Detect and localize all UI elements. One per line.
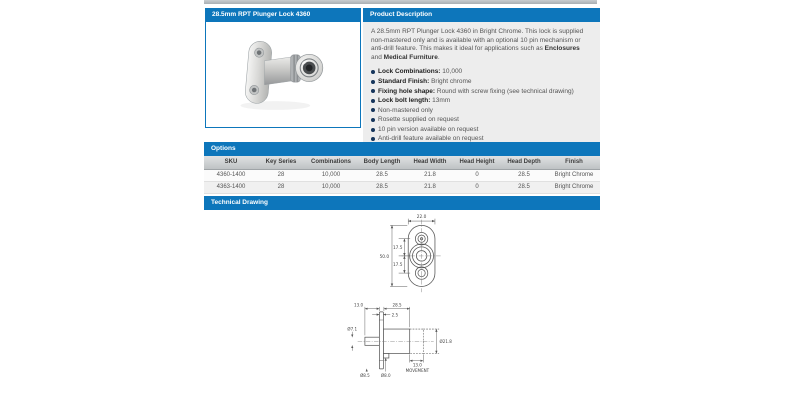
intro-bold-medical: Medical Furniture	[383, 53, 438, 61]
bullet-icon	[371, 128, 375, 132]
description-bullet-list	[371, 67, 592, 153]
dim-bolt-diameter: Ø7.1	[347, 326, 358, 332]
cell-sku: 4363-1400	[204, 181, 258, 193]
dim-flange-hole-diameter: Ø8.5	[360, 373, 370, 378]
intro-text: A 28.5mm RPT Plunger Lock 4360 in Bright Chrome. This lock is supplied non-mastered only and is available with an optional 10 pin mechanism or anti-drill feature. This makes it ideal for applications such as	[371, 28, 584, 53]
bullet-icon	[371, 137, 375, 141]
product-image-frame	[205, 22, 361, 128]
col-head-width: Head Width	[406, 156, 454, 169]
col-finish: Finish	[548, 156, 600, 169]
table-row	[204, 169, 600, 181]
cell-head-width: 21.8	[406, 181, 454, 193]
technical-drawing-header	[204, 196, 600, 210]
intro-end: .	[437, 53, 440, 61]
product-photo-lock	[223, 30, 343, 120]
dim-flange-width: 22.0	[416, 215, 426, 221]
cell-body-length: 28.5	[358, 169, 406, 181]
bullet-text: Non-mastered only	[378, 106, 433, 114]
intro-mid: and	[371, 53, 384, 61]
dim-flange-thickness: 2.5	[391, 312, 399, 318]
cell-sku: 4360-1400	[204, 169, 258, 181]
options-section	[204, 142, 600, 194]
col-key-series: Key Series	[258, 156, 304, 169]
cell-head-width: 21.8	[406, 169, 454, 181]
dim-flange-height: 50.0	[379, 254, 389, 260]
bullet-icon	[371, 118, 375, 122]
description-intro	[371, 28, 592, 62]
intro-bold-enclosures: Enclosures	[544, 45, 580, 53]
bullet-text: Lock Combinations: 10,000	[378, 68, 463, 76]
table-header-row	[204, 156, 600, 169]
bullet-text: Standard Finish: Bright chrome	[378, 77, 472, 85]
cell-head-depth: 28.5	[500, 181, 548, 193]
col-head-height: Head Height	[454, 156, 500, 169]
bullet-text: Anti-drill feature available on request	[378, 135, 484, 143]
description-panel-header	[363, 8, 600, 22]
page-top-strip	[204, 0, 597, 4]
dim-bolt-length: 13.0	[354, 302, 364, 308]
cell-body-length: 28.5	[358, 181, 406, 193]
cell-head-height: 0	[454, 169, 500, 181]
content	[204, 0, 600, 400]
col-body-length: Body Length	[358, 156, 406, 169]
side-view-drawing	[334, 301, 470, 396]
cell-head-height: 0	[454, 181, 500, 193]
options-header	[204, 142, 600, 156]
col-sku: SKU	[204, 156, 258, 169]
bullet-text: Fixing hole shape: Round with screw fixing (see technical drawing)	[378, 87, 574, 95]
bullet-text: Lock bolt length: 13mm	[378, 97, 451, 105]
description-panel	[363, 8, 600, 142]
product-panel	[205, 8, 361, 128]
col-head-depth: Head Depth	[500, 156, 548, 169]
dim-hole-spacing-bottom: 17.5	[392, 262, 402, 268]
cell-combinations: 10,000	[304, 169, 358, 181]
bullet-item	[371, 67, 592, 77]
dim-movement-value: 13.0	[412, 362, 422, 368]
bullet-text: 10 pin version available on request	[378, 125, 479, 133]
cell-finish: Bright Chrome	[548, 181, 600, 193]
description-title: Product Description	[370, 11, 433, 18]
bullet-icon	[371, 89, 375, 93]
dim-body-length: 28.5	[392, 302, 402, 308]
bullet-text: Rosette supplied on request	[378, 116, 459, 124]
cell-key-series: 28	[258, 181, 304, 193]
cell-key-series: 28	[258, 169, 304, 181]
bullet-item	[371, 125, 592, 135]
front-view-drawing	[345, 212, 460, 296]
dim-head-diameter: Ø21.8	[439, 339, 452, 345]
bullet-item	[371, 115, 592, 125]
dim-movement-label: MOVEMENT	[405, 368, 430, 374]
cell-head-depth: 28.5	[500, 169, 548, 181]
technical-drawings	[204, 212, 600, 396]
technical-drawing-title: Technical Drawing	[211, 199, 268, 206]
col-combinations: Combinations	[304, 156, 358, 169]
product-panel-header	[205, 8, 361, 22]
table-row	[204, 181, 600, 193]
bullet-item	[371, 77, 592, 87]
bullet-icon	[371, 99, 375, 103]
cell-finish: Bright Chrome	[548, 169, 600, 181]
options-title: Options	[211, 145, 236, 152]
bullet-item	[371, 87, 592, 97]
dim-housing-diameter: Ø8.0	[380, 373, 391, 378]
cell-combinations: 10,000	[304, 181, 358, 193]
bullet-item	[371, 106, 592, 116]
bullet-icon	[371, 80, 375, 84]
bullet-icon	[371, 70, 375, 74]
options-table	[204, 156, 600, 194]
bullet-item	[371, 96, 592, 106]
product-title: 28.5mm RPT Plunger Lock 4360	[212, 11, 311, 18]
description-body	[363, 22, 600, 142]
bullet-icon	[371, 108, 375, 112]
dim-hole-spacing-top: 17.5	[392, 245, 402, 251]
